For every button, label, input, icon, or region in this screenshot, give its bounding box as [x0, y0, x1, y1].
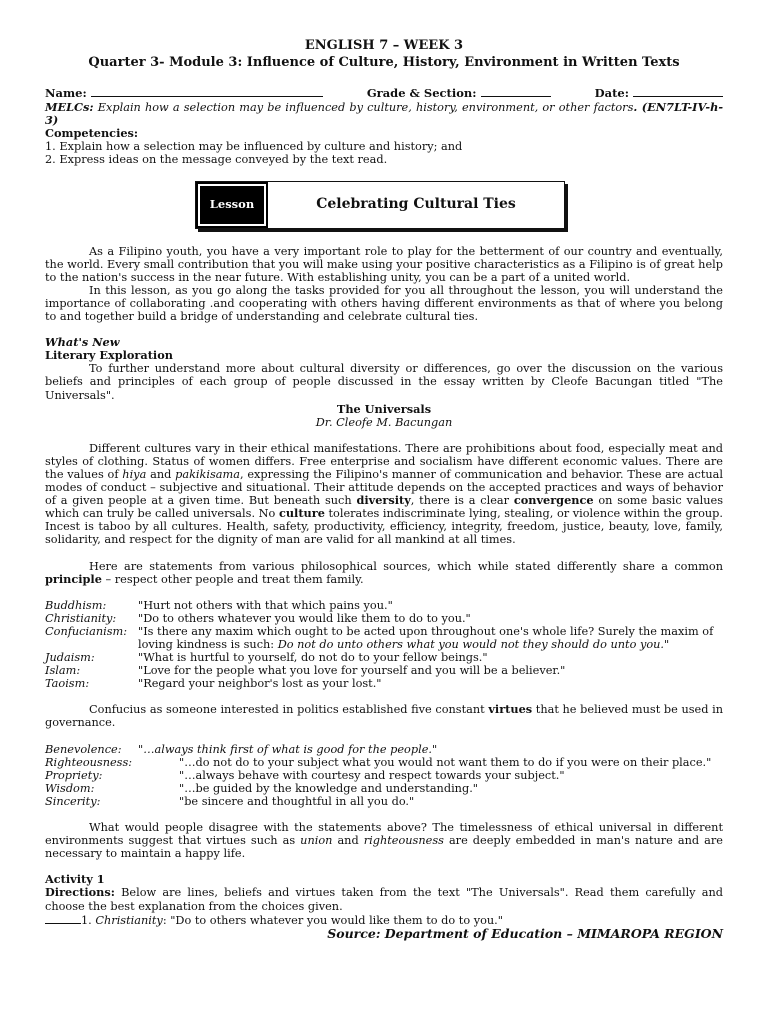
- module-title: Quarter 3- Module 3: Influence of Culture, History, Environment in Written Texts: [88, 55, 680, 70]
- virtue-item: Sincerity: "be sincere and thoughtful in all you do.": [45, 794, 415, 808]
- grade-section-field[interactable]: Grade & Section:: [367, 86, 551, 100]
- religion-item: Confucianism: "Is there any maxim which ought to be acted upon throughout one's whole life? Surely the maxim of loving kindness is such: Do not do unto others what you would not they should do unto you.": [45, 624, 714, 651]
- activity-item: 1. Christianity: "Do to others whatever you would like them to do to you.": [45, 913, 723, 927]
- worksheet-page: [45, 38, 723, 940]
- activity-title: Activity 1: [45, 872, 105, 887]
- virtue-item: Righteousness: "…do not do to your subject what you would not want them to do if you were on their place.": [45, 755, 712, 769]
- virtue-item: Propriety: "…always behave with courtesy and respect towards your subject.": [45, 768, 565, 782]
- religion-item: Islam: "Love for the people what you love for yourself and you will be a believer.": [45, 664, 566, 678]
- source-footer: Source: Department of Education – MIMAROPA REGION: [327, 925, 723, 941]
- whats-new-text: To further understand more about cultural diversity or differences, go over the discussion on the various beliefs and principles of each group of people discussed in the essay written by Cleofe Bacungan titled "The Universals".: [45, 362, 723, 402]
- religion-item: Taoism: "Regard your neighbor's lost as your lost.": [45, 677, 382, 691]
- grade-blank[interactable]: [481, 86, 551, 97]
- confucius-paragraph: Confucius as someone interested in politics established five constant virtues that he believed must be used in governance.: [45, 702, 724, 730]
- date-field[interactable]: Date:: [595, 86, 723, 100]
- lesson-banner: [195, 181, 565, 229]
- worksheet-title: ENGLISH 7 – WEEK 3: [304, 38, 464, 53]
- date-blank[interactable]: [633, 86, 723, 97]
- name-field[interactable]: Name:: [45, 86, 323, 100]
- religion-item: Christianity: "Do to others whatever you would like them to do to you.": [45, 611, 471, 625]
- essay-paragraph: Different cultures vary in their ethical manifestations. There are prohibitions about food, especially meat and styles of clothing. Status of women differs. Free enterprise and socialism have different economic values. There are the values of hiya and pakikisama, expressing the Filipino's manner of communication and behavior. These are actual modes of conduct – subjective and situational. Their attitude depends on the accepted practices and ways of behavior of a given people at a given time. But beneath such diversity, there is a clear convergence on some basic values which can truly be called universals. No culture tolerates indiscriminate lying, stealing, or violence within the group. Incest is taboo by all cultures. Health, safety, productivity, efficiency, integrity, freedom, justice, beauty, love, family, solidarity, and respect for the dignity of man are valid for all mankind at all times.: [45, 441, 723, 547]
- answer-blank[interactable]: [45, 913, 81, 924]
- religion-list: [45, 599, 723, 691]
- intro-paragraph: In this lesson, as you go along the tasks provided for you all throughout the lesson, you will understand the importance of collaborating .and cooperating with others having different environments as that of where you belong to and together build a bridge of understanding and celebrate cultural ties.: [45, 283, 723, 324]
- virtues-list: [45, 743, 723, 808]
- religion-item: Judaism: "What is hurtful to yourself, do not do to your fellow beings.": [45, 651, 488, 665]
- essay-author: Dr. Cleofe M. Bacungan: [315, 415, 453, 429]
- student-info-row: [45, 86, 723, 100]
- intro-paragraph: As a Filipino youth, you have a very important role to play for the betterment of our country and eventually, the world. Every small contribution that you will make using your positive characteristics as a Filipino is of great help to the nation's success in the near future. With establishing unity, you can be a part of a united world.: [45, 244, 723, 284]
- competency-item: 2. Express ideas on the message conveyed by the text read.: [45, 153, 388, 167]
- essay-paragraph: Here are statements from various philosophical sources, which while stated differently share a common principle – respect other people and treat them family.: [45, 559, 723, 586]
- religion-item: Buddhism: "Hurt not others with that which pains you.": [45, 598, 393, 612]
- virtue-item: Wisdom: "…be guided by the knowledge and understanding.": [45, 781, 478, 795]
- lesson-title: Celebrating Cultural Ties: [316, 196, 516, 213]
- activity-directions: Directions: Below are lines, beliefs and virtues taken from the text "The Universals". Read them carefully and choose the best explanation from the choices given.: [45, 885, 723, 913]
- lesson-label: Lesson: [196, 182, 268, 228]
- name-blank[interactable]: [91, 86, 323, 97]
- essay-title: The Universals: [336, 401, 432, 416]
- literary-exploration-heading: Literary Exploration: [45, 348, 173, 363]
- whats-new-heading: What's New: [45, 335, 120, 350]
- competency-item: 1. Explain how a selection may be influenced by culture and history; and: [45, 140, 463, 154]
- melcs: MELCs: Explain how a selection may be influenced by culture, history, environment, or other factors. (EN7LT-IV-h-3): [45, 100, 724, 128]
- closing-paragraph: What would people disagree with the statements above? The timelessness of ethical universal in different environments suggest that virtues such as union and righteousness are deeply embedded in man's nature and are necessary to maintain a happy life.: [45, 821, 723, 861]
- competencies-heading: Competencies:: [45, 126, 139, 141]
- virtue-item: Benevolence: "…always think first of what is good for the people.": [45, 742, 438, 756]
